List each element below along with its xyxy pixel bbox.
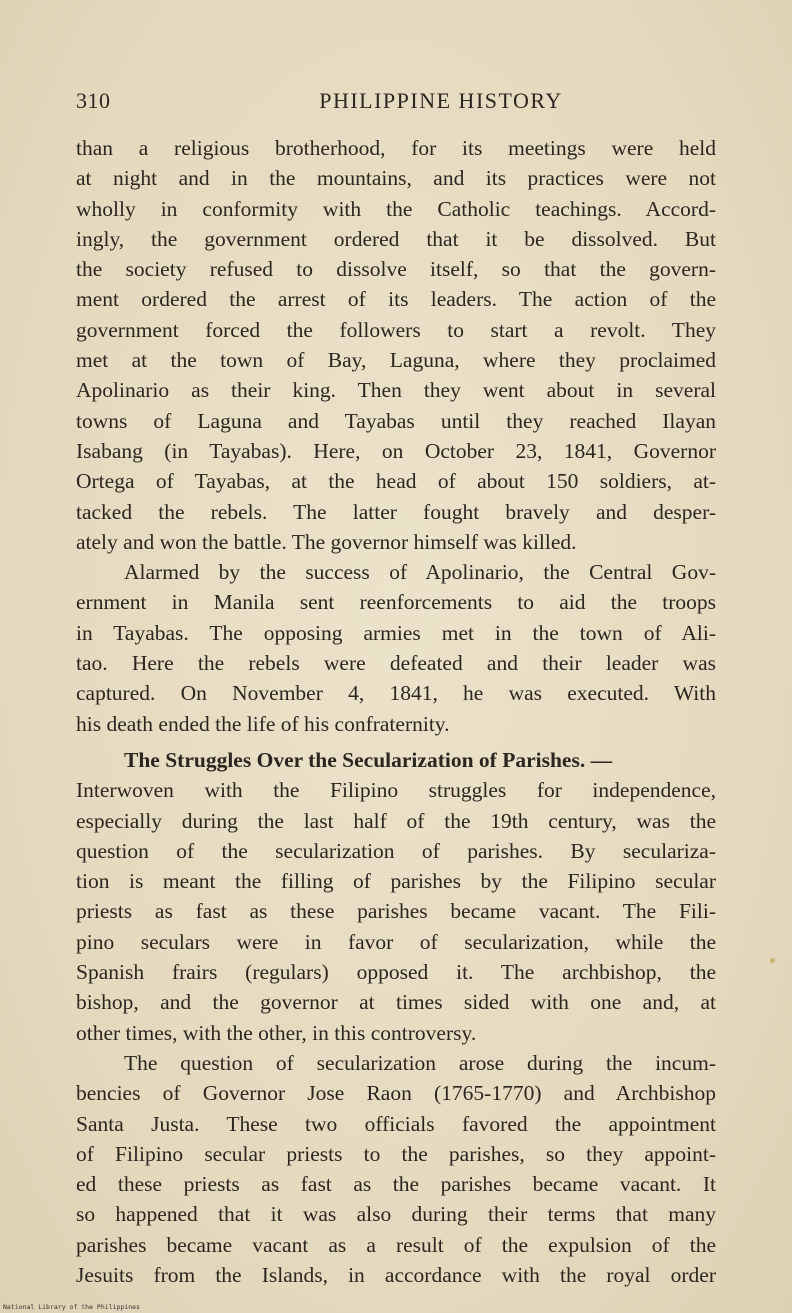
- text-line: at night and in the mountains, and its practices were not: [76, 166, 716, 191]
- text-line: Jesuits from the Islands, in accordance with the royal order: [76, 1262, 716, 1287]
- text-line: ingly, the government ordered that it be dissolved. But: [76, 226, 716, 251]
- text-line: Isabang (in Tayabas). Here, on October 23, 1841, Governor: [76, 438, 716, 463]
- text-line: wholly in conformity with the Catholic teachings. Accord-: [76, 196, 716, 221]
- text-line: ed these priests as fast as the parishes became vacant. It: [76, 1172, 716, 1197]
- text-line: bencies of Governor Jose Raon (1765-1770) and Archbishop: [76, 1081, 716, 1106]
- library-credit: National Library of the Philippines: [3, 1303, 140, 1311]
- text-line: towns of Laguna and Tayabas until they reached Ilayan: [76, 408, 716, 433]
- text-line: Spanish frairs (regulars) opposed it. The archbishop, the: [76, 960, 716, 985]
- text-line: bishop, and the governor at times sided with one and, at: [76, 990, 716, 1015]
- text-line: Interwoven with the Filipino struggles for independence,: [76, 778, 716, 803]
- text-line: Apolinario as their king. Then they went about in several: [76, 378, 716, 403]
- text-line: question of the secularization of parishes. By seculariza-: [76, 838, 716, 863]
- text-line: parishes became vacant as a result of the expulsion of the: [76, 1232, 716, 1257]
- text-line: ernment in Manila sent reenforcements to aid the troops: [76, 590, 716, 615]
- text-line: Ortega of Tayabas, at the head of about 150 soldiers, at-: [76, 469, 716, 494]
- text-line: priests as fast as these parishes became vacant. The Fili-: [76, 899, 716, 924]
- text-line: Santa Justa. These two officials favored the appointment: [76, 1111, 716, 1136]
- paragraph: [76, 1048, 716, 1290]
- text-line: pino seculars were in favor of secularization, while the: [76, 929, 716, 954]
- text-line: ment ordered the arrest of its leaders. The action of the: [76, 287, 716, 312]
- text-line: the society refused to dissolve itself, so that the govern-: [76, 257, 716, 282]
- running-header: [76, 88, 716, 118]
- page-body: [76, 133, 716, 1290]
- text-line: tacked the rebels. The latter fought bravely and desper-: [76, 499, 716, 524]
- paragraph: [76, 557, 716, 739]
- text-line: his death ended the life of his confraternity.: [76, 711, 450, 736]
- text-line: than a religious brotherhood, for its meetings were held: [76, 136, 716, 160]
- running-title: PHILIPPINE HISTORY: [319, 88, 563, 113]
- text-line: government forced the followers to start a revolt. They: [76, 317, 716, 342]
- text-line: Alarmed by the success of Apolinario, the Central Gov-: [124, 560, 716, 585]
- page-number: 310: [76, 88, 111, 113]
- text-line: tao. Here the rebels were defeated and their leader was: [76, 651, 716, 676]
- text-line: The question of secularization arose during the incum-: [124, 1050, 716, 1075]
- section-heading: The Struggles Over the Secularization of Parishes. —: [124, 747, 613, 772]
- ink-spot: [770, 958, 775, 963]
- text-line: other times, with the other, in this controversy.: [76, 1020, 477, 1045]
- text-line: tion is meant the filling of parishes by the Filipino secular: [76, 869, 716, 894]
- text-line: met at the town of Bay, Laguna, where they proclaimed: [76, 348, 716, 373]
- text-line: ately and won the battle. The governor himself was killed.: [76, 529, 577, 554]
- text-line: of Filipino secular priests to the parishes, so they appoint-: [76, 1141, 716, 1166]
- text-line: so happened that it was also during their terms that many: [76, 1202, 716, 1227]
- text-line: captured. On November 4, 1841, he was executed. With: [76, 681, 716, 706]
- section-paragraph: [76, 745, 716, 1048]
- text-line: especially during the last half of the 19th century, was the: [76, 808, 716, 833]
- paragraph: [76, 133, 716, 557]
- text-line: in Tayabas. The opposing armies met in the town of Ali-: [76, 620, 716, 645]
